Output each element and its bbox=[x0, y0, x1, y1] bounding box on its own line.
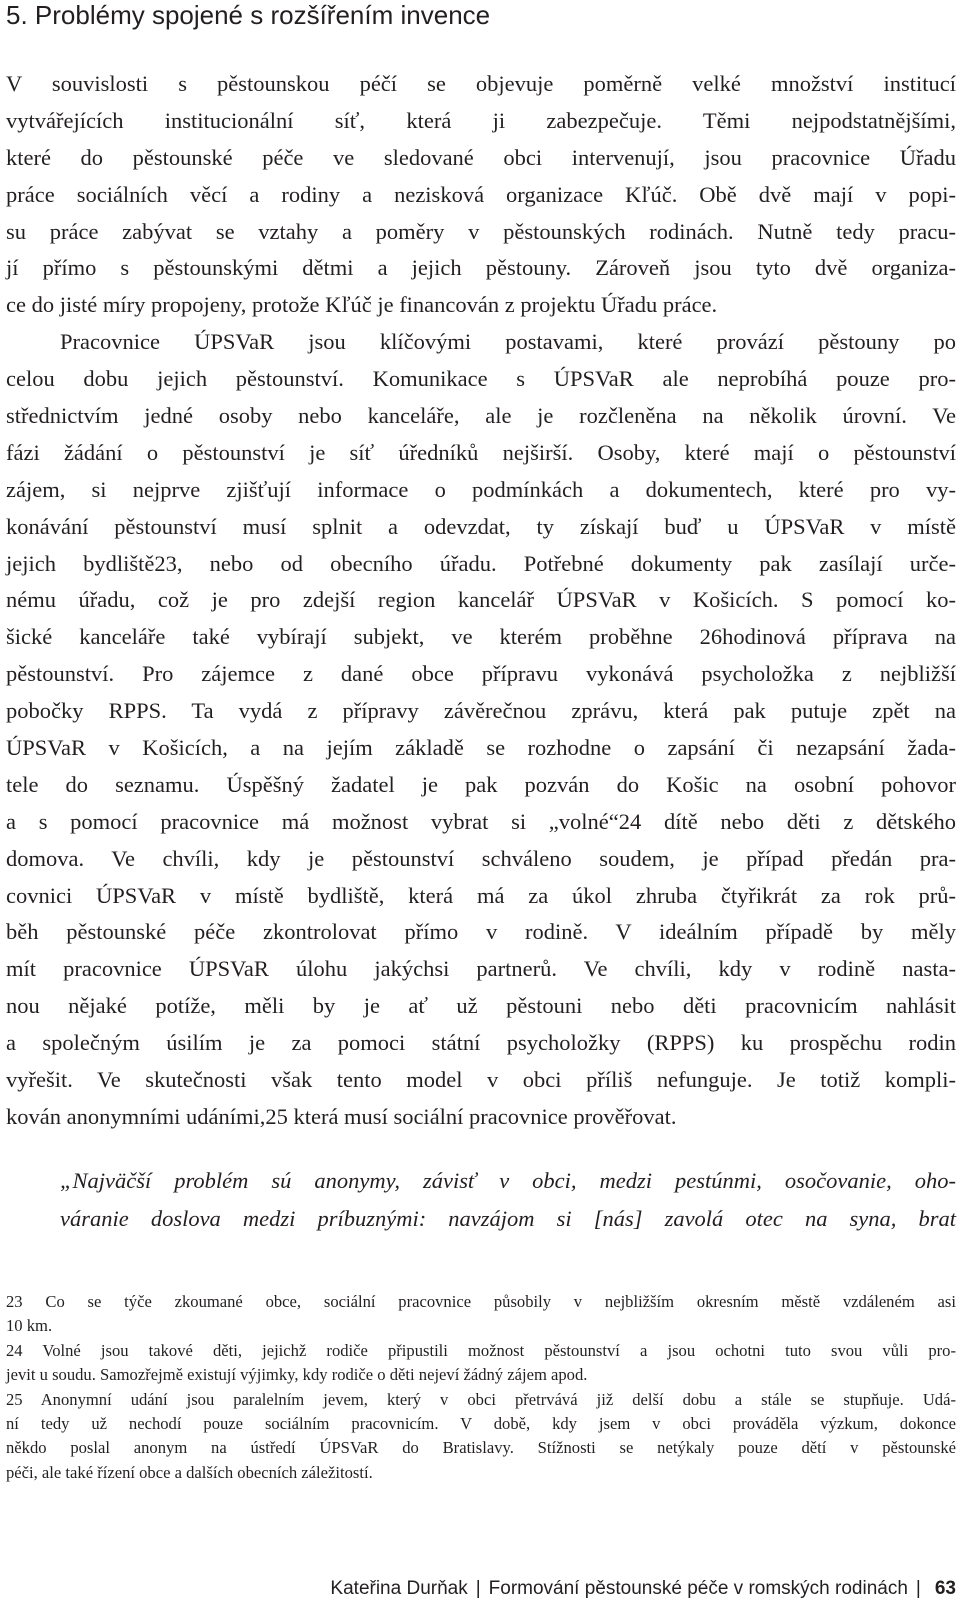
footnote-line: 10 km. bbox=[6, 1316, 53, 1336]
body-line: střednictvím jedné osoby nebo kanceláře, ale je rozčleněna na několik úrovní. Ve bbox=[6, 403, 956, 429]
body-line: které do pěstounské péče ve sledované obci intervenují, jsou pracovnice Úřadu bbox=[6, 144, 956, 170]
body-line: a s pomocí pracovnice má možnost vybrat si „volné“24 dítě nebo děti z dětského bbox=[6, 808, 956, 834]
body-line: běh pěstounské péče zkontrolovat přímo v rodině. V ideálním případě by měly bbox=[6, 919, 956, 945]
body-line: celou dobu jejich pěstounství. Komunikace s ÚPSVaR ale neprobíhá pouze pro- bbox=[6, 366, 956, 392]
body-text bbox=[6, 66, 956, 1136]
document-page bbox=[6, 0, 956, 1619]
footer-author: Kateřina Durňak bbox=[330, 1578, 468, 1599]
body-line: Pracovnice ÚPSVaR jsou klíčovými postavami, které provází pěstouny po bbox=[60, 329, 956, 355]
footnote-line: někdo poslal anonym na ústředí ÚPSVaR do Bratislavy. Stížnosti se netýkaly pouze dětí v pěstounské bbox=[6, 1438, 956, 1458]
footnotes bbox=[6, 1290, 956, 1485]
running-footer bbox=[330, 1576, 956, 1602]
body-line: pěstounství. Pro zájemce z dané obce přípravu vykonává psycholožka z nejbližší bbox=[6, 661, 956, 687]
body-line: ce do jisté míry propojeny, protože Kľúč je financován z projektu Úřadu práce. bbox=[6, 292, 718, 318]
body-line: fázi žádání o pěstounství je síť úředníků nejširší. Osoby, které mají o pěstounství bbox=[6, 439, 956, 465]
body-line: zájem, si nejprve zjišťují informace o podmínkách a dokumentech, které pro vy- bbox=[6, 476, 956, 502]
footer-separator: | bbox=[915, 1578, 921, 1599]
body-line: vytvářejících institucionální síť, která ji zabezpečuje. Těmi nejpodstatnějšími, bbox=[6, 107, 956, 133]
body-line: tele do seznamu. Úspěšný žadatel je pak pozván do Košic na osobní pohovor bbox=[6, 771, 956, 797]
body-line: mít pracovnice ÚPSVaR úlohu jakýchsi partnerů. Ve chvíli, kdy v rodině nasta- bbox=[6, 956, 956, 982]
body-line: jí přímo s pěstounskými dětmi a jejich pěstouny. Zároveň jsou tyto dvě organiza- bbox=[6, 255, 956, 281]
footnote-line: péči, ale také řízení obce a dalších obecních záležitostí. bbox=[6, 1462, 373, 1482]
quote-line: váranie doslova medzi príbuznými: navzájom si [nás] zavolá otec na syna, brat bbox=[60, 1206, 956, 1231]
body-line: vyřešit. Ve skutečnosti však tento model v obci příliš nefunguje. Je totiž kompli- bbox=[6, 1067, 956, 1093]
footer-title: Formování pěstounské péče v romských rodinách bbox=[488, 1578, 908, 1599]
footnote-line: ní tedy už nechodí pouze sociálním pracovnicím. V době, kdy jsem v obci prováděla výzkum, dokonce bbox=[6, 1413, 956, 1433]
footnote-line: 24 Volné jsou takové děti, jejichž rodiče připustili možnost pěstounství a jsou ochotni tuto svou vůli pro- bbox=[6, 1340, 956, 1360]
body-line: su práce zabývat se vztahy a poměry v pěstounských rodinách. Nutně tedy pracu- bbox=[6, 218, 956, 244]
footnote-line: 25 Anonymní udání jsou paralelním jevem, který v obci přetrvává již delší dobu a stále se stupňuje. Udá- bbox=[6, 1389, 956, 1409]
footer-separator: | bbox=[475, 1578, 481, 1599]
body-line: domova. Ve chvíli, kdy je pěstounství schváleno soudem, je případ předán pra- bbox=[6, 845, 956, 871]
block-quote bbox=[60, 1162, 956, 1238]
body-line: covnici ÚPSVaR v místě bydliště, která má za úkol zhruba čtyřikrát za rok prů- bbox=[6, 882, 956, 908]
footnote-line: jevit u soudu. Samozřejmě existují výjimky, kdy rodiče o děti nejeví žádný zájem apod. bbox=[6, 1365, 588, 1385]
body-line: nému úřadu, což je pro zdejší region kancelář ÚPSVaR v Košicích. S pomocí ko- bbox=[6, 587, 956, 613]
page-number: 63 bbox=[934, 1578, 956, 1599]
body-line: práce sociálních věcí a rodiny a nezisková organizace Kľúč. Obě dvě mají v popi- bbox=[6, 181, 956, 207]
body-line: nou nějaké potíže, měli by je ať už pěstouni nebo děti pracovnicím nahlásit bbox=[6, 993, 956, 1019]
body-line: pobočky RPPS. Ta vydá z přípravy závěrečnou zprávu, která pak putuje zpět na bbox=[6, 698, 956, 724]
footnote-line: 23 Co se týče zkoumané obce, sociální pracovnice působily v nejbližším okresním městě vzdáleném asi bbox=[6, 1292, 956, 1311]
section-heading: 5. Problémy spojené s rozšířením invence bbox=[6, 0, 491, 30]
body-line: šické kanceláře také vybírají subjekt, ve kterém proběhne 26hodinová příprava na bbox=[6, 624, 956, 650]
body-line: a společným úsilím je za pomoci státní psycholožky (RPPS) ku prospěchu rodin bbox=[6, 1030, 956, 1056]
body-line: jejich bydliště23, nebo od obecního úřadu. Potřebné dokumenty pak zasílají urče- bbox=[6, 550, 956, 576]
quote-line: „Najväčší problém sú anonymy, závisť v obci, medzi pestúnmi, osočovanie, oho- bbox=[60, 1168, 956, 1193]
body-line: ÚPSVaR v Košicích, a na jejím základě se rozhodne o zapsání či nezapsání žada- bbox=[6, 735, 956, 761]
body-line: V souvislosti s pěstounskou péčí se objevuje poměrně velké množství institucí bbox=[6, 71, 956, 96]
body-line: konávání pěstounství musí splnit a odevzdat, ty získají buď u ÚPSVaR v místě bbox=[6, 513, 956, 539]
body-line: kován anonymními udáními,25 která musí sociální pracovnice prověřovat. bbox=[6, 1103, 677, 1129]
